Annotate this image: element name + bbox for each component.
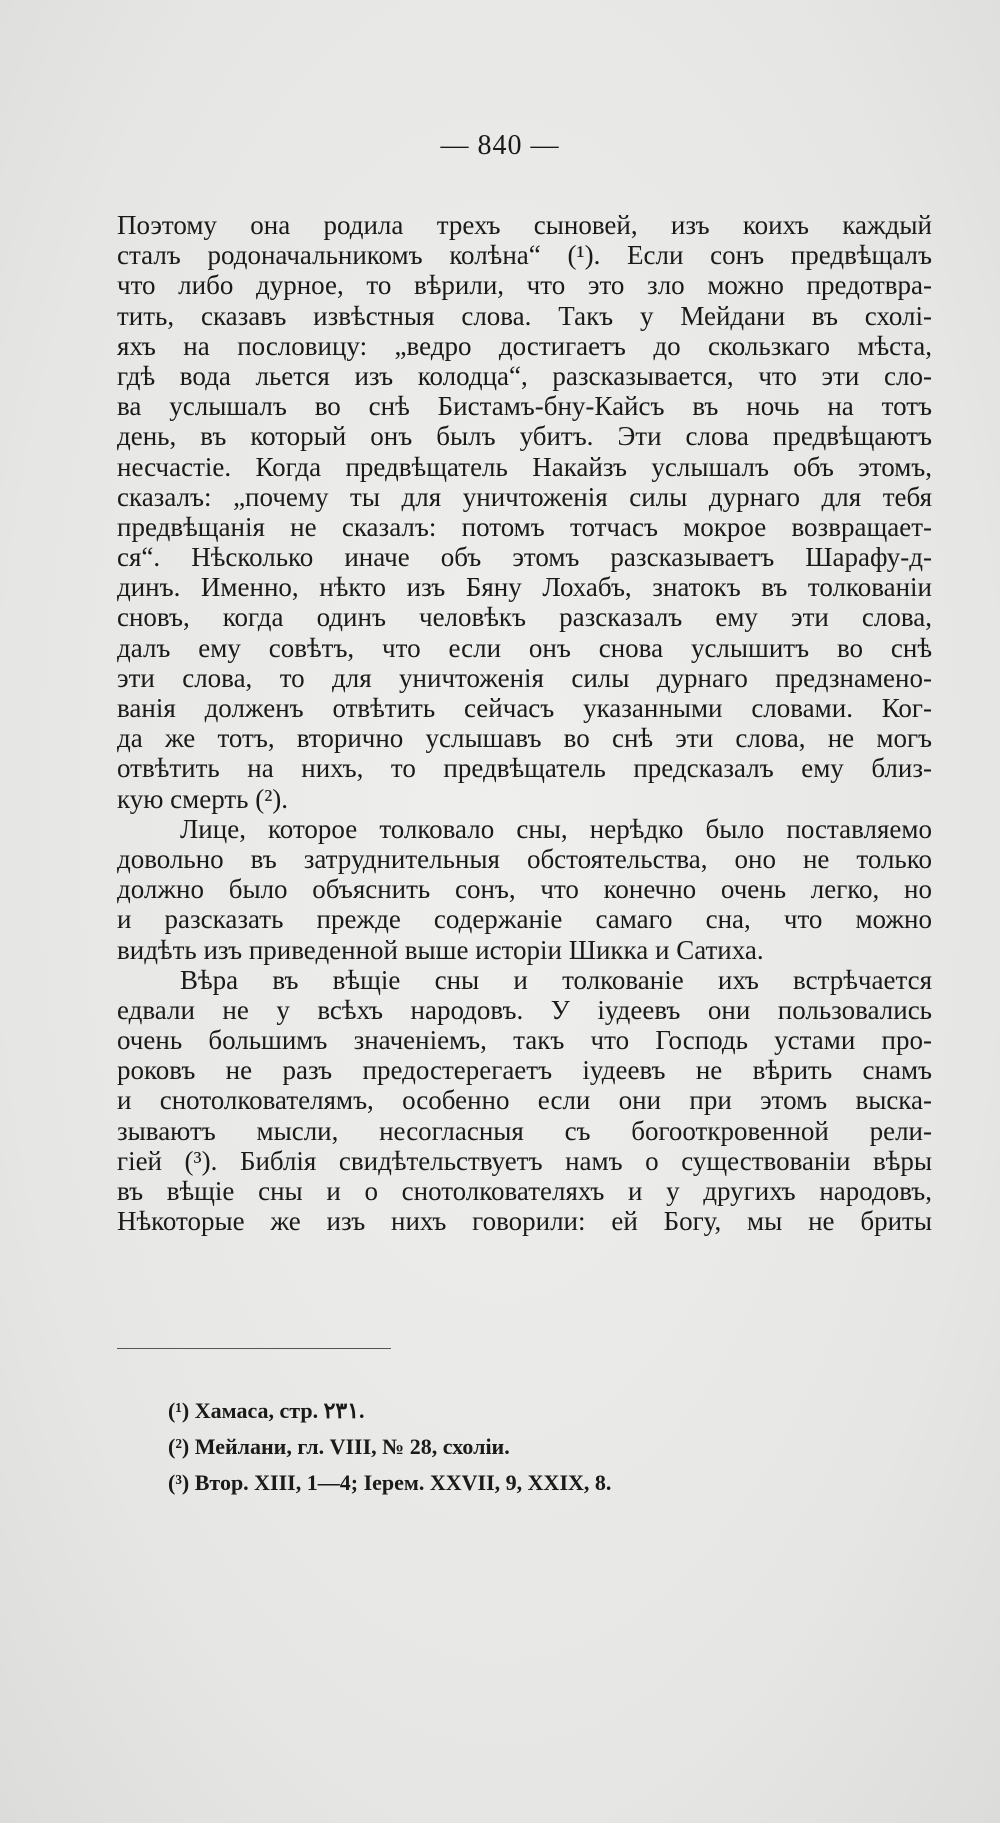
text-line: довольно въ затруднительныя обстоятельства, оно не только <box>117 843 932 874</box>
footnote: (²) Мейлани, гл. VIII, № 28, схоліи. <box>168 1434 510 1459</box>
footnote: (¹) Хамаса, стр. ٢٣١. <box>168 1398 365 1423</box>
text-line: Лице, которое толковало сны, нерѣдко было поставляемо <box>180 813 932 844</box>
text-line: ся“. Нѣсколько иначе объ этомъ разсказываетъ Шарафу-д- <box>117 542 932 573</box>
page-number: — 840 — <box>440 130 560 161</box>
text-line: гіей (³). Библія свидѣтельствуетъ намъ о существованіи вѣры <box>117 1145 932 1176</box>
text-line: отвѣтить на нихъ, то предвѣщатель предсказалъ ему близ- <box>117 753 932 784</box>
text-line: кую смерть (²). <box>117 783 289 814</box>
text-line: роковъ не разъ предостерегаетъ іудеевъ не вѣрить снамъ <box>117 1055 932 1086</box>
footnotes <box>168 1393 868 1501</box>
text-line: динъ. Именно, нѣкто изъ Бяну Лохабъ, знатокъ въ толкованіи <box>117 572 932 603</box>
text-line: и снотолкователямъ, особенно если они при этомъ выска- <box>117 1085 932 1116</box>
text-line: Вѣра въ вѣщіе сны и толкованіе ихъ встрѣчается <box>180 964 932 995</box>
text-line: предвѣщанія не сказалъ: потомъ тотчасъ мокрое возвращает- <box>117 511 932 542</box>
text-line: едвали не у всѣхъ народовъ. У іудеевъ они пользовались <box>117 994 932 1025</box>
text-line: въ вѣщіе сны и о снотолкователяхъ и у другихъ народовъ, <box>117 1176 932 1206</box>
text-line: сказалъ: „почему ты для уничтоженія силы дурнаго для тебя <box>117 481 932 512</box>
text-line: эти слова, то для уничтоженія силы дурнаго предзнамено- <box>117 662 932 693</box>
text-line: Поэтому она родила трехъ сыновей, изъ коихъ каждый <box>117 210 932 240</box>
text-line: далъ ему совѣтъ, что если онъ снова услышитъ во снѣ <box>117 632 932 663</box>
footnote: (³) Втор. XIII, 1—4; Іерем. XXVII, 9, XXIX, 8. <box>168 1470 612 1495</box>
text-line: видѣть изъ приведенной выше исторіи Шикка и Сатиха. <box>117 934 764 965</box>
text-line: очень большимъ значеніемъ, такъ что Господь устами про- <box>117 1025 932 1056</box>
text-line: тить, сказавъ извѣстныя слова. Такъ у Мейдани въ схолі- <box>117 300 932 331</box>
text-line: что либо дурное, то вѣрили, что это зло можно предотвра- <box>117 270 932 301</box>
text-line: и разсказать прежде содержаніе самаго сна, что можно <box>117 904 932 935</box>
text-line: гдѣ вода льется изъ колодца“, разсказывается, что эти сло- <box>117 360 932 391</box>
text-line: яхъ на пословицу: „ведро достигаетъ до скользкаго мѣста, <box>117 330 932 361</box>
text-line: ва услышалъ во снѣ Бистамъ-бну-Кайсъ въ ночь на тотъ <box>117 391 932 422</box>
text-line: день, въ который онъ былъ убитъ. Эти слова предвѣщаютъ <box>117 421 932 452</box>
footnote-divider <box>117 1348 391 1349</box>
text-line: да же тотъ, вторично услышавъ во снѣ эти слова, не могъ <box>117 723 932 754</box>
text-line: сновъ, когда одинъ человѣкъ разсказалъ ему эти слова, <box>117 602 932 633</box>
text-line: ванія долженъ отвѣтить сейчасъ указанными словами. Ког- <box>117 693 932 723</box>
text-line: несчастіе. Когда предвѣщатель Накайзъ услышалъ объ этомъ, <box>117 451 932 482</box>
text-line: Нѣкоторые же изъ нихъ говорили: ей Богу, мы не бриты <box>117 1206 932 1237</box>
body-text <box>117 210 932 1236</box>
text-line: должно было объяснить сонъ, что конечно очень легко, но <box>117 874 932 905</box>
text-line: сталъ родоначальникомъ колѣна“ (¹). Если сонъ предвѣщалъ <box>117 240 932 271</box>
text-line: зываютъ мысли, несогласныя съ богооткровенной рели- <box>117 1115 932 1146</box>
